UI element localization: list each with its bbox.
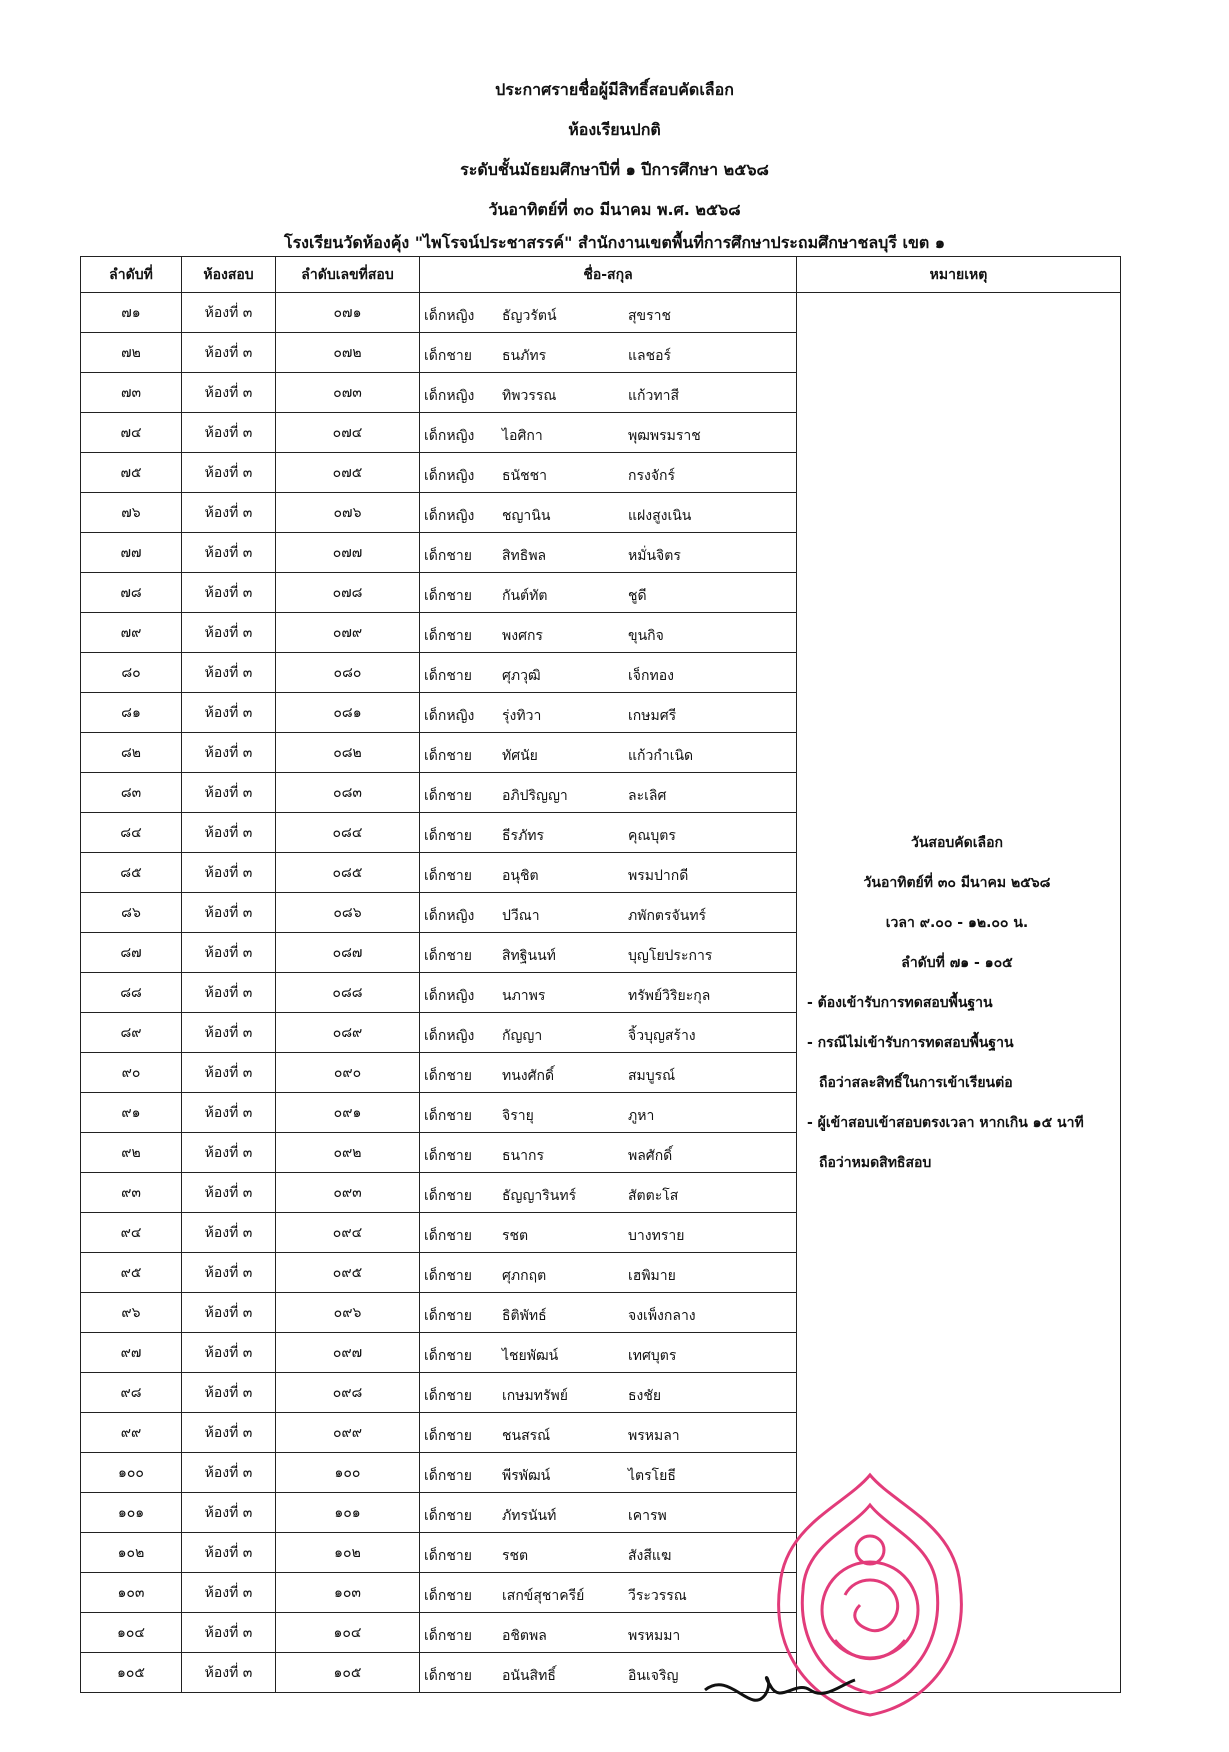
last-name: เจ็กทอง xyxy=(628,668,674,684)
room-cell: ห้องที่ ๓ xyxy=(182,1373,276,1413)
last-name: ทรัพย์วิริยะกุล xyxy=(628,988,711,1004)
col-name-header: ชื่อ-สกุล xyxy=(420,257,797,293)
grade-level: ระดับชั้นมัธยมศึกษาปีที่ ๑ ปีการศึกษา ๒๕๖๘ xyxy=(460,160,769,179)
room-cell: ห้องที่ ๓ xyxy=(182,333,276,373)
last-name: ภูหา xyxy=(628,1108,655,1124)
first-name: อนุชิต xyxy=(502,868,539,884)
exam-number-cell: ๑๐๑ xyxy=(276,1493,420,1533)
name-cell xyxy=(420,693,797,733)
last-name: กรงจักร์ xyxy=(628,468,676,484)
last-name: หมั่นจิตร xyxy=(628,548,681,564)
first-name: อภิปริญญา xyxy=(502,788,568,804)
last-name: เฮพิมาย xyxy=(628,1268,676,1284)
first-name: ไอศิกา xyxy=(502,428,543,444)
room-cell: ห้องที่ ๓ xyxy=(182,733,276,773)
remark-block xyxy=(807,833,1107,1193)
room-cell: ห้องที่ ๓ xyxy=(182,853,276,893)
name-prefix: เด็กชาย xyxy=(424,748,472,764)
last-name: จิ้วบุญสร้าง xyxy=(628,1028,696,1044)
name-prefix: เด็กชาย xyxy=(424,788,472,804)
seq-cell: ๑๐๒ xyxy=(81,1533,182,1573)
name-prefix: เด็กหญิง xyxy=(424,468,475,484)
exam-number-cell: ๐๘๔ xyxy=(276,813,420,853)
room-cell: ห้องที่ ๓ xyxy=(182,1533,276,1573)
seq-cell: ๙๒ xyxy=(81,1133,182,1173)
seq-cell: ๙๓ xyxy=(81,1173,182,1213)
name-prefix: เด็กหญิง xyxy=(424,308,475,324)
exam-number-cell: ๐๗๔ xyxy=(276,413,420,453)
seq-cell: ๗๘ xyxy=(81,573,182,613)
exam-number-cell: ๑๐๕ xyxy=(276,1653,420,1693)
room-cell: ห้องที่ ๓ xyxy=(182,1133,276,1173)
exam-number-cell: ๑๐๐ xyxy=(276,1453,420,1493)
last-name: สัตตะโส xyxy=(628,1188,679,1204)
last-name: ไตรโยธี xyxy=(628,1468,676,1484)
exam-number-cell: ๐๗๓ xyxy=(276,373,420,413)
exam-number-cell: ๐๘๕ xyxy=(276,853,420,893)
first-name: ศุภวุฒิ xyxy=(502,668,541,684)
seq-cell: ๑๐๕ xyxy=(81,1653,182,1693)
name-cell xyxy=(420,1573,797,1613)
name-prefix: เด็กชาย xyxy=(424,548,472,564)
last-name: สุขราช xyxy=(628,308,671,324)
last-name: บุญโยประการ xyxy=(628,948,713,964)
exam-number-cell: ๐๙๓ xyxy=(276,1173,420,1213)
first-name: นภาพร xyxy=(502,988,546,1004)
seq-cell: ๘๕ xyxy=(81,853,182,893)
name-cell xyxy=(420,1253,797,1293)
exam-number-cell: ๐๙๔ xyxy=(276,1213,420,1253)
last-name: เกษมศรี xyxy=(628,708,677,724)
first-name: เสกข์สุชาครีย์ xyxy=(502,1588,585,1604)
last-name: บางทราย xyxy=(628,1228,685,1244)
first-name: ธิติพัทธ์ xyxy=(502,1308,547,1324)
room-cell: ห้องที่ ๓ xyxy=(182,693,276,733)
exam-number-cell: ๐๗๗ xyxy=(276,533,420,573)
name-prefix: เด็กชาย xyxy=(424,588,472,604)
name-prefix: เด็กชาย xyxy=(424,1388,472,1404)
first-name: ศุภกฤต xyxy=(502,1268,547,1284)
name-cell xyxy=(420,773,797,813)
room-cell: ห้องที่ ๓ xyxy=(182,1613,276,1653)
room-cell: ห้องที่ ๓ xyxy=(182,373,276,413)
exam-number-cell: ๐๙๕ xyxy=(276,1253,420,1293)
name-prefix: เด็กชาย xyxy=(424,1308,472,1324)
name-prefix: เด็กชาย xyxy=(424,868,472,884)
last-name: พรมปากดี xyxy=(628,868,689,884)
name-prefix: เด็กชาย xyxy=(424,948,472,964)
remark-note-2b: ถือว่าสละสิทธิ์ในการเข้าเรียนต่อ xyxy=(819,1075,1013,1091)
last-name: พุฒพรมราช xyxy=(628,428,701,444)
name-cell xyxy=(420,413,797,453)
name-cell xyxy=(420,653,797,693)
remark-range: ลำดับที่ ๗๑ - ๑๐๕ xyxy=(901,955,1013,971)
room-cell: ห้องที่ ๓ xyxy=(182,653,276,693)
room-cell: ห้องที่ ๓ xyxy=(182,573,276,613)
name-cell xyxy=(420,1133,797,1173)
exam-date: วันอาทิตย์ที่ ๓๐ มีนาคม พ.ศ. ๒๕๖๘ xyxy=(488,200,741,219)
seq-cell: ๙๙ xyxy=(81,1413,182,1453)
name-prefix: เด็กชาย xyxy=(424,1588,472,1604)
name-prefix: เด็กหญิง xyxy=(424,908,475,924)
seq-cell: ๗๕ xyxy=(81,453,182,493)
first-name: ทนงศักดิ์ xyxy=(502,1068,555,1084)
name-prefix: เด็กชาย xyxy=(424,1628,472,1644)
name-prefix: เด็กหญิง xyxy=(424,428,475,444)
room-cell: ห้องที่ ๓ xyxy=(182,413,276,453)
room-cell: ห้องที่ ๓ xyxy=(182,493,276,533)
last-name: สังสีแฆ xyxy=(628,1548,672,1564)
exam-number-cell: ๐๗๖ xyxy=(276,493,420,533)
name-cell xyxy=(420,453,797,493)
name-cell xyxy=(420,333,797,373)
exam-number-cell: ๐๗๑ xyxy=(276,293,420,333)
seq-cell: ๘๐ xyxy=(81,653,182,693)
exam-number-cell: ๑๐๔ xyxy=(276,1613,420,1653)
room-cell: ห้องที่ ๓ xyxy=(182,1293,276,1333)
exam-number-cell: ๑๐๒ xyxy=(276,1533,420,1573)
name-cell xyxy=(420,973,797,1013)
first-name: รชต xyxy=(502,1548,529,1564)
last-name: พลศักดิ์ xyxy=(628,1148,673,1164)
seq-cell: ๘๒ xyxy=(81,733,182,773)
first-name: ชนสรณ์ xyxy=(502,1428,551,1444)
remark-note-2: - กรณีไม่เข้ารับการทดสอบพื้นฐาน xyxy=(807,1035,1014,1051)
name-cell xyxy=(420,1093,797,1133)
last-name: ชูดี xyxy=(628,588,647,604)
room-cell: ห้องที่ ๓ xyxy=(182,773,276,813)
name-cell xyxy=(420,533,797,573)
seq-cell: ๗๖ xyxy=(81,493,182,533)
remark-time: เวลา ๙.๐๐ - ๑๒.๐๐ น. xyxy=(885,915,1029,931)
room-cell: ห้องที่ ๓ xyxy=(182,1493,276,1533)
name-cell xyxy=(420,1013,797,1053)
first-name: ทัศนัย xyxy=(502,748,538,764)
room-cell: ห้องที่ ๓ xyxy=(182,1173,276,1213)
seq-cell: ๗๓ xyxy=(81,373,182,413)
last-name: แก้วกำเนิด xyxy=(628,748,694,764)
first-name: ธัญญารินทร์ xyxy=(502,1188,577,1204)
first-name: รุ่งทิวา xyxy=(502,708,542,724)
name-cell xyxy=(420,1333,797,1373)
room-cell: ห้องที่ ๓ xyxy=(182,1013,276,1053)
seq-cell: ๗๙ xyxy=(81,613,182,653)
first-name: ปวีณา xyxy=(502,908,540,924)
col-remark-header: หมายเหตุ xyxy=(797,257,1121,293)
last-name: เทศบุตร xyxy=(628,1348,677,1364)
last-name: ขุนกิจ xyxy=(628,628,664,644)
exam-number-cell: ๐๘๑ xyxy=(276,693,420,733)
room-cell: ห้องที่ ๓ xyxy=(182,893,276,933)
name-cell xyxy=(420,293,797,333)
seq-cell: ๘๓ xyxy=(81,773,182,813)
room-cell: ห้องที่ ๓ xyxy=(182,533,276,573)
first-name: สิทธิพล xyxy=(502,548,547,564)
last-name: พรหมมา xyxy=(628,1628,681,1644)
last-name: อินเจริญ xyxy=(628,1668,679,1684)
exam-number-cell: ๐๘๓ xyxy=(276,773,420,813)
name-prefix: เด็กชาย xyxy=(424,1348,472,1364)
room-cell: ห้องที่ ๓ xyxy=(182,813,276,853)
first-name: กัญญา xyxy=(502,1028,543,1044)
seq-cell: ๗๗ xyxy=(81,533,182,573)
room-cell: ห้องที่ ๓ xyxy=(182,1253,276,1293)
room-cell: ห้องที่ ๓ xyxy=(182,293,276,333)
exam-number-cell: ๐๘๗ xyxy=(276,933,420,973)
name-cell xyxy=(420,1213,797,1253)
remark-title: วันสอบคัดเลือก xyxy=(911,835,1003,851)
name-prefix: เด็กหญิง xyxy=(424,1028,475,1044)
name-cell xyxy=(420,733,797,773)
remark-note-3b: ถือว่าหมดสิทธิสอบ xyxy=(819,1155,932,1171)
exam-number-cell: ๐๘๖ xyxy=(276,893,420,933)
first-name: พงศกร xyxy=(502,628,543,644)
last-name: วีระวรรณ xyxy=(628,1588,687,1604)
last-name: เคารพ xyxy=(628,1508,667,1524)
first-name: อนันสิทธิ์ xyxy=(502,1668,556,1684)
signature xyxy=(700,1660,860,1720)
name-prefix: เด็กชาย xyxy=(424,1508,472,1524)
name-cell xyxy=(420,1613,797,1653)
name-prefix: เด็กชาย xyxy=(424,1668,472,1684)
seq-cell: ๙๕ xyxy=(81,1253,182,1293)
exam-number-cell: ๐๗๕ xyxy=(276,453,420,493)
last-name: พรหมลา xyxy=(628,1428,680,1444)
last-name: จงเพ็งกลาง xyxy=(628,1308,696,1324)
room-cell: ห้องที่ ๓ xyxy=(182,1213,276,1253)
name-prefix: เด็กชาย xyxy=(424,1268,472,1284)
first-name: พีรพัฒน์ xyxy=(502,1468,551,1484)
name-prefix: เด็กชาย xyxy=(424,1068,472,1084)
name-prefix: เด็กหญิง xyxy=(424,708,475,724)
room-cell: ห้องที่ ๓ xyxy=(182,1093,276,1133)
exam-number-cell: ๐๙๒ xyxy=(276,1133,420,1173)
name-prefix: เด็กหญิง xyxy=(424,988,475,1004)
first-name: ธัญวรัตน์ xyxy=(502,308,557,324)
col-exam-number-header: ลำดับเลขที่สอบ xyxy=(276,257,420,293)
name-prefix: เด็กชาย xyxy=(424,1108,472,1124)
exam-number-cell: ๐๙๐ xyxy=(276,1053,420,1093)
seq-cell: ๑๐๔ xyxy=(81,1613,182,1653)
announcement-title: ประกาศรายชื่อผู้มีสิทธิ์สอบคัดเลือก xyxy=(495,80,734,99)
exam-number-cell: ๐๙๑ xyxy=(276,1093,420,1133)
name-cell xyxy=(420,893,797,933)
col-seq-header: ลำดับที่ xyxy=(81,257,182,293)
last-name: แฝงสูงเนิน xyxy=(628,508,692,524)
exam-number-cell: ๐๗๙ xyxy=(276,613,420,653)
remark-note-1: - ต้องเข้ารับการทดสอบพื้นฐาน xyxy=(807,995,993,1011)
first-name: ชญานิน xyxy=(502,508,551,524)
first-name: ธนากร xyxy=(502,1148,544,1164)
name-prefix: เด็กชาย xyxy=(424,1548,472,1564)
name-cell xyxy=(420,933,797,973)
seq-cell: ๘๙ xyxy=(81,1013,182,1053)
exam-number-cell: ๐๗๒ xyxy=(276,333,420,373)
first-name: ไชยพัฒน์ xyxy=(502,1348,559,1364)
exam-number-cell: ๐๙๙ xyxy=(276,1413,420,1453)
class-type: ห้องเรียนปกติ xyxy=(568,120,661,139)
name-cell xyxy=(420,1053,797,1093)
seq-cell: ๙๗ xyxy=(81,1333,182,1373)
first-name: ธนัชชา xyxy=(502,468,547,484)
name-cell xyxy=(420,813,797,853)
name-prefix: เด็กชาย xyxy=(424,1468,472,1484)
name-cell xyxy=(420,373,797,413)
seq-cell: ๑๐๑ xyxy=(81,1493,182,1533)
seq-cell: ๗๑ xyxy=(81,293,182,333)
name-prefix: เด็กชาย xyxy=(424,348,472,364)
remark-note-3: - ผู้เข้าสอบเข้าสอบตรงเวลา หากเกิน ๑๕ นาที xyxy=(807,1115,1084,1131)
table-row xyxy=(81,293,1121,333)
remark-date: วันอาทิตย์ที่ ๓๐ มีนาคม ๒๕๖๘ xyxy=(863,875,1051,891)
name-prefix: เด็กชาย xyxy=(424,668,472,684)
name-cell xyxy=(420,1413,797,1453)
first-name: ธนภัทร xyxy=(502,348,547,364)
first-name: รชต xyxy=(502,1228,529,1244)
seq-cell: ๗๔ xyxy=(81,413,182,453)
name-cell xyxy=(420,1293,797,1333)
school-name: โรงเรียนวัดห้องคุ้ง "ไพโรจน์ประชาสรรค์" สำนักงานเขตพื้นที่การศึกษาประถมศึกษาชลบุรี เขต ๑ xyxy=(283,233,946,252)
name-prefix: เด็กชาย xyxy=(424,1228,472,1244)
last-name: ละเลิศ xyxy=(628,788,667,804)
room-cell: ห้องที่ ๓ xyxy=(182,453,276,493)
first-name: เกษมทรัพย์ xyxy=(502,1388,568,1404)
seq-cell: ๘๗ xyxy=(81,933,182,973)
room-cell: ห้องที่ ๓ xyxy=(182,1053,276,1093)
first-name: ภัทรนันท์ xyxy=(502,1508,557,1524)
table-header-row xyxy=(81,257,1121,293)
last-name: คุณบุตร xyxy=(628,828,676,844)
room-cell: ห้องที่ ๓ xyxy=(182,1413,276,1453)
seq-cell: ๗๒ xyxy=(81,333,182,373)
name-cell xyxy=(420,1453,797,1493)
seq-cell: ๙๘ xyxy=(81,1373,182,1413)
name-cell xyxy=(420,853,797,893)
exam-number-cell: ๐๘๘ xyxy=(276,973,420,1013)
room-cell: ห้องที่ ๓ xyxy=(182,1653,276,1693)
first-name: ทิพวรรณ xyxy=(502,388,557,404)
name-prefix: เด็กชาย xyxy=(424,1148,472,1164)
seq-cell: ๙๐ xyxy=(81,1053,182,1093)
name-cell xyxy=(420,613,797,653)
name-cell xyxy=(420,493,797,533)
last-name: แก้วทาสี xyxy=(628,388,679,404)
exam-number-cell: ๐๘๒ xyxy=(276,733,420,773)
room-cell: ห้องที่ ๓ xyxy=(182,1573,276,1613)
last-name: สมบูรณ์ xyxy=(628,1068,676,1084)
last-name: ภพักตรจันทร์ xyxy=(628,908,707,924)
exam-number-cell: ๐๙๘ xyxy=(276,1373,420,1413)
exam-number-cell: ๐๙๗ xyxy=(276,1333,420,1373)
seq-cell: ๑๐๓ xyxy=(81,1573,182,1613)
seq-cell: ๑๐๐ xyxy=(81,1453,182,1493)
seq-cell: ๘๘ xyxy=(81,973,182,1013)
room-cell: ห้องที่ ๓ xyxy=(182,933,276,973)
seq-cell: ๘๔ xyxy=(81,813,182,853)
room-cell: ห้องที่ ๓ xyxy=(182,613,276,653)
name-cell xyxy=(420,573,797,613)
name-cell xyxy=(420,1533,797,1573)
name-cell xyxy=(420,1173,797,1213)
seq-cell: ๙๔ xyxy=(81,1213,182,1253)
first-name: กันต์ทัต xyxy=(502,588,548,604)
exam-number-cell: ๐๙๖ xyxy=(276,1293,420,1333)
seq-cell: ๙๑ xyxy=(81,1093,182,1133)
first-name: ธีรภัทร xyxy=(502,828,545,844)
last-name: แลชอร์ xyxy=(628,348,672,364)
seq-cell: ๘๖ xyxy=(81,893,182,933)
seq-cell: ๙๖ xyxy=(81,1293,182,1333)
room-cell: ห้องที่ ๓ xyxy=(182,973,276,1013)
name-prefix: เด็กชาย xyxy=(424,1188,472,1204)
exam-number-cell: ๐๘๐ xyxy=(276,653,420,693)
name-cell xyxy=(420,1373,797,1413)
name-prefix: เด็กชาย xyxy=(424,628,472,644)
first-name: สิทฐินนท์ xyxy=(502,948,556,964)
exam-number-cell: ๐๘๙ xyxy=(276,1013,420,1053)
exam-number-cell: ๐๗๘ xyxy=(276,573,420,613)
name-prefix: เด็กหญิง xyxy=(424,388,475,404)
exam-number-cell: ๑๐๓ xyxy=(276,1573,420,1613)
first-name: จิรายุ xyxy=(502,1108,534,1124)
col-room-header: ห้องสอบ xyxy=(182,257,276,293)
name-cell xyxy=(420,1493,797,1533)
name-prefix: เด็กชาย xyxy=(424,1428,472,1444)
room-cell: ห้องที่ ๓ xyxy=(182,1333,276,1373)
seq-cell: ๘๑ xyxy=(81,693,182,733)
first-name: อชิตพล xyxy=(502,1628,547,1644)
room-cell: ห้องที่ ๓ xyxy=(182,1453,276,1493)
name-prefix: เด็กชาย xyxy=(424,828,472,844)
last-name: ธงชัย xyxy=(628,1388,662,1404)
name-prefix: เด็กหญิง xyxy=(424,508,475,524)
